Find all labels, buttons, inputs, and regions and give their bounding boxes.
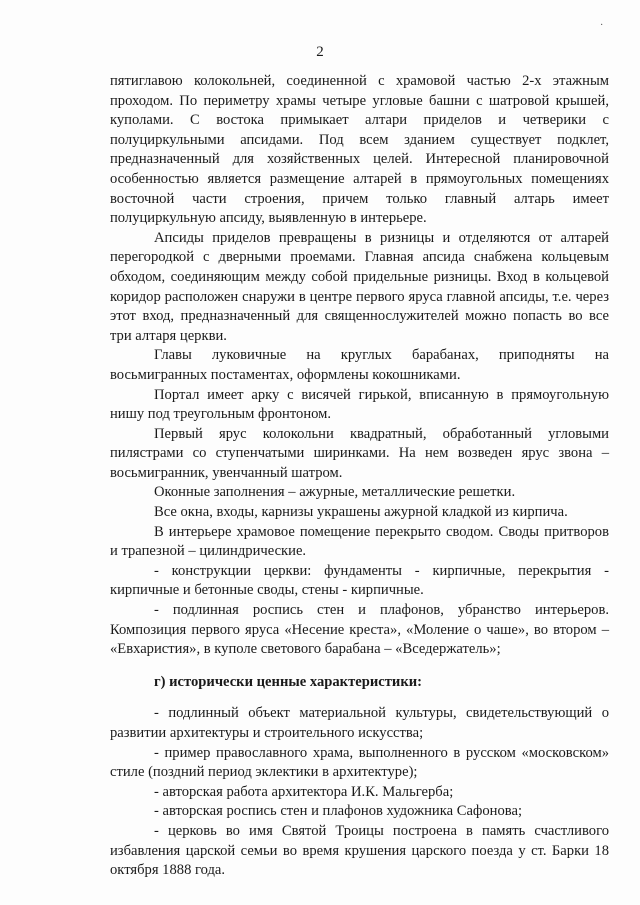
paragraph: Первый ярус колокольни квадратный, обработанный угловыми пилястрами со ступенчатыми ширинками. На нем возведен ярус звона – восьмигранник, увенчанный шатром.: [110, 425, 609, 481]
paragraph: Оконные заполнения – ажурные, металлические решетки.: [154, 484, 516, 501]
page-number: 2: [316, 44, 324, 60]
list-item: - церковь во имя Святой Троицы построена в память счастливого избавления царской семьи во время крушения царского поезда у ст. Барки 18 октября 1888 года.: [110, 822, 609, 879]
paragraph: Все окна, входы, карнизы украшены ажурной кладкой из кирпича.: [154, 504, 568, 521]
paragraph: В интерьере храмовое помещение перекрыто сводом. Своды притворов и трапезной – цилиндрические.: [110, 523, 609, 560]
section-heading: г) исторически ценные характеристики:: [154, 673, 422, 690]
list-item: - авторская роспись стен и плафонов художника Сафонова;: [154, 803, 523, 820]
paragraph: - подлинная роспись стен и плафонов, убранство интерьеров. Композиция первого яруса «Несение креста», «Моление о чаше», во втором – «Евхаристия», в куполе светового барабана – «Вседержатель»;: [110, 602, 609, 658]
paragraph: Апсиды приделов превращены в ризницы и отделяются от алтарей перегородкой с дверными проемами. Главная апсида снабжена кольцевым обходом, соединяющим между собой придельные ризницы. Вход в кольцевой коридор расположен снаружи в центре первого яруса главной апсиды, т.е. через этот вход, предназначенный для священнослужителей можно попасть во все три алтаря церкви.: [110, 229, 609, 344]
list-item: - авторская работа архитектора И.К. Мальгерба;: [154, 783, 454, 800]
list-item: - подлинный объект материальной культуры, свидетельствующий о развитии архитектуры и строительного искусства;: [110, 705, 609, 741]
list-item: - пример православного храма, выполненного в русском «московском» стиле (поздний период эклектики в архитектуре);: [110, 744, 609, 781]
paragraph: Главы луковичные на круглых барабанах, приподняты на восьмигранных постаментах, оформлены кокошниками.: [110, 347, 609, 383]
paragraph: Портал имеет арку с висячей гирькой, вписанную в прямоугольную нишу под треугольным фронтоном.: [110, 386, 609, 423]
document-body: [110, 72, 609, 881]
paragraph: пятиглавою колокольней, соединенной с храмовой частью 2-х этажным проходом. По периметру храмы четыре угловые башни с шатровой крышей, куполами. С востока примыкает алтари приделов и четверики с полуциркульными апсидами. Под всем зданием существует подклет, предназначенный для хозяйственных целей. Интересной планировочной особенностью является размещение алтарей в прямоугольных помещениях восточной части строения, причем только главный алтарь имеет полуциркульную апсиду, выявленную в интерьере.: [110, 73, 609, 227]
paragraph: - конструкции церкви: фундаменты - кирпичные, перекрытия - кирпичные и бетонные своды, стены - кирпичные.: [110, 562, 609, 599]
corner-mark: ·: [600, 20, 604, 31]
